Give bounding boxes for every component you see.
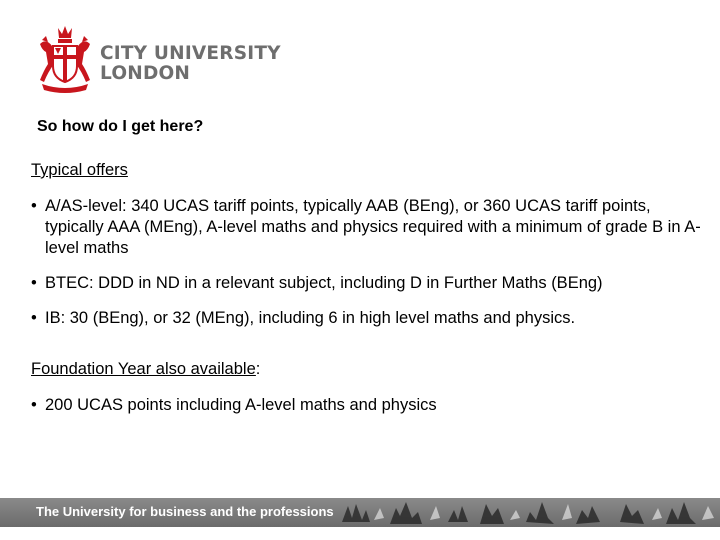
footer-bar — [0, 498, 720, 527]
bullet-text: A/AS-level: 340 UCAS tariff points, typically AAB (BEng), or 360 UCAS tariff points, typically AAA (MEng), A-level maths and physics required with a minimum of grade B in A-level maths — [45, 197, 701, 257]
bullet-icon: • — [31, 396, 37, 414]
bullet-icon: • — [31, 197, 37, 215]
list-item — [31, 395, 711, 416]
list-item — [31, 196, 711, 259]
bullet-text: BTEC: DDD in ND in a relevant subject, including D in Further Maths (BEng) — [45, 274, 603, 292]
page-title: So how do I get here? — [37, 118, 204, 135]
bullet-icon: • — [31, 274, 37, 292]
university-logo — [36, 24, 281, 94]
footer-tagline: The University for business and the professions — [36, 504, 334, 519]
list-item — [31, 308, 711, 329]
logo-line-2: LONDON — [100, 63, 191, 84]
bullet-text: 200 UCAS points including A-level maths and physics — [45, 396, 437, 414]
city-of-london-crest-icon — [36, 24, 94, 94]
bullet-icon: • — [31, 309, 37, 327]
footer-skyline-pattern-icon — [330, 498, 720, 527]
slide-body — [31, 160, 711, 430]
foundation-year-colon: : — [255, 360, 261, 378]
list-item — [31, 273, 711, 294]
foundation-year-label: Foundation Year also available — [31, 360, 256, 378]
bullet-text: IB: 30 (BEng), or 32 (MEng), including 6 in high level maths and physics. — [45, 309, 576, 327]
typical-offers-title: Typical offers — [31, 161, 128, 179]
logo-line-1: CITY UNIVERSITY — [100, 43, 281, 64]
logo-wordmark — [100, 44, 281, 84]
foundation-year-title — [31, 359, 711, 380]
